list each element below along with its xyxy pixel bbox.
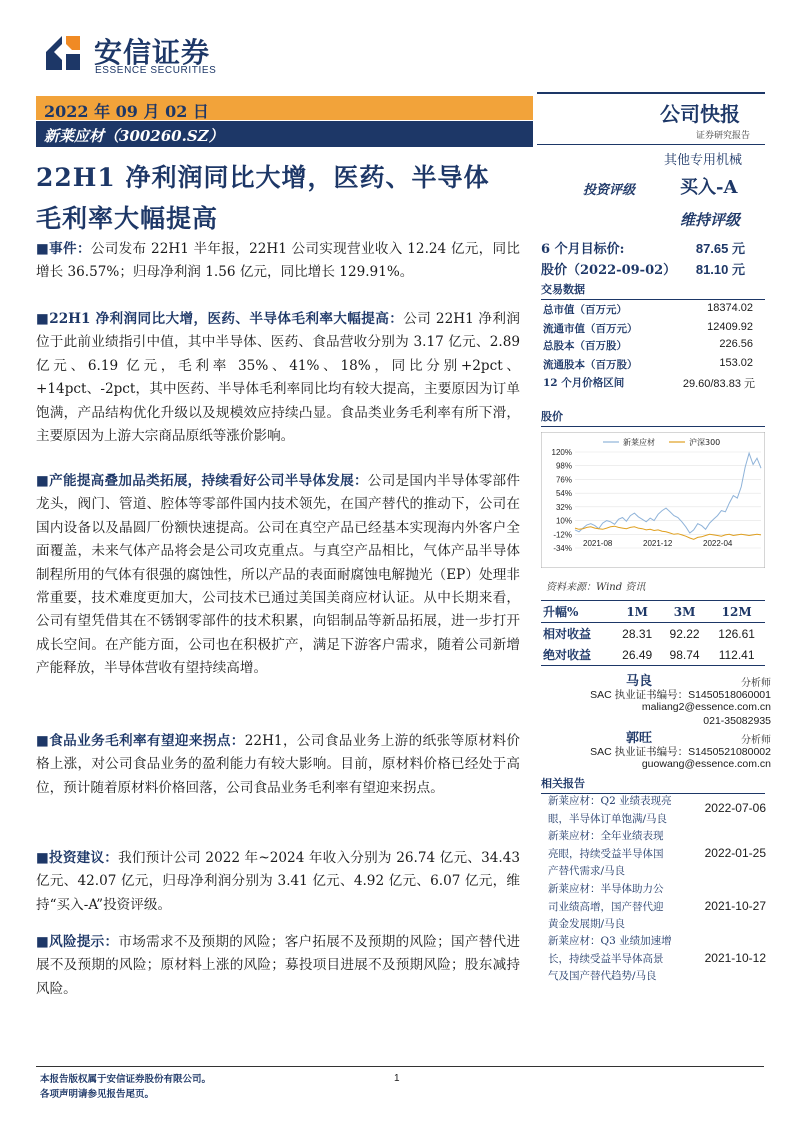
- brand-name-en: ESSENCE SECURITIES: [95, 65, 217, 76]
- trading-value: 226.56: [719, 338, 753, 350]
- related-report-title[interactable]: 新莱应材：全年业绩表现 亮眼，持续受益半导体国 产替代需求/马良: [548, 830, 664, 877]
- performance-value: 92.22: [669, 626, 700, 641]
- trading-label: 12 个月价格区间: [543, 377, 625, 389]
- chart-y-tick: 10%: [555, 516, 572, 526]
- footer-rule: [36, 1066, 764, 1067]
- report-date: 2022 年 09 月 02 日: [44, 102, 209, 121]
- footer-disclaimer: 各项声明请参见报告尾页。: [40, 1089, 155, 1100]
- trading-heading: 交易数据: [541, 281, 765, 300]
- chart-legend-label: 沪深300: [689, 438, 721, 447]
- performance-table: [541, 600, 765, 666]
- chart-y-tick: 76%: [555, 475, 572, 485]
- chart-x-tick: 2022-04: [703, 539, 733, 548]
- paragraph-investment: ■投资建议：我们预计公司 2022 年~2024 年收入分别为 26.74 亿元、34.43 亿元、42.07 亿元，归母净利润分别为 3.41 亿元、4.92 亿元、6.07 亿元，维持“买入-A”投资评级。: [36, 850, 520, 913]
- chart-y-tick: -34%: [553, 544, 572, 553]
- page-title-line-1: 22H1 净利润同比大增，医药、半导体: [36, 163, 490, 192]
- chart-y-tick: 54%: [555, 489, 572, 499]
- related-report[interactable]: [548, 828, 766, 882]
- trading-value: 29.60/83.83 元: [682, 378, 755, 390]
- related-report[interactable]: [548, 881, 766, 935]
- chart-legend-label: 新莱应材: [623, 438, 655, 447]
- paragraph-event: ■事件：公司发布 22H1 半年报，22H1 公司实现营业收入 12.24 亿元，同比增长 36.57%；归母净利润 1.56 亿元，同比增长 129.91%。: [36, 241, 521, 281]
- analyst-email[interactable]: guowang@essence.com.cn: [641, 758, 771, 770]
- stock-name: 新莱应材（300260.SZ）: [44, 127, 224, 145]
- related-report-date: 2021-10-27: [704, 899, 766, 913]
- essence-logo-icon: [44, 34, 82, 72]
- analyst-license: SAC 执业证书编号：S1450521080002: [590, 746, 771, 758]
- performance-header: 1M: [626, 604, 648, 619]
- table-row: [541, 623, 765, 645]
- analyst-card: [541, 727, 771, 775]
- stock-price-row: [541, 259, 763, 279]
- trading-label: 总股本（百万股）: [543, 340, 627, 352]
- trading-row: [541, 357, 763, 376]
- table-row: [541, 644, 765, 666]
- performance-value: 112.41: [718, 647, 755, 662]
- industry: 其他专用机械: [664, 153, 743, 168]
- trading-value: 12409.92: [707, 321, 753, 333]
- performance-value: 98.74: [669, 647, 700, 662]
- chart-y-tick: 120%: [551, 448, 572, 457]
- trading-row: [541, 338, 763, 357]
- trading-value: 153.02: [719, 357, 753, 369]
- related-report-date: 2021-10-12: [704, 951, 766, 965]
- paragraph-profit: ■22H1 净利润同比大增，医药、半导体毛利率大幅提高：公司 22H1 净利润位于此前业绩指引中值，其中半导体、医药、食品营收分别为 3.17 亿元、2.89 亿元、6.19 亿元，毛利率 35%、41%、18%，同比分别+2pct、+14pct、-2pct，其中医药、半导体毛利率同比均有较大提高，主要原因为订单饱满，产品结构优化升级以及规模效应持续凸显。食品类业务毛利率有所下滑，主要原因为上游大宗商品原纸等涨价影响。: [36, 311, 520, 445]
- performance-header: 升幅%: [543, 605, 579, 619]
- price-chart: [541, 432, 765, 568]
- related-heading: 相关报告: [541, 775, 765, 794]
- performance-label: 绝对收益: [543, 648, 592, 662]
- analyst-card: [541, 670, 771, 730]
- performance-header: 3M: [673, 604, 696, 619]
- trading-row: [541, 375, 763, 394]
- page-title-line-2: 毛利率大幅提高: [36, 204, 219, 233]
- target-price-value: 87.65 元: [695, 241, 745, 256]
- related-report[interactable]: [548, 793, 766, 829]
- header-rule: [537, 92, 765, 94]
- chart-y-tick: -12%: [553, 530, 572, 540]
- trading-label: 总市值（百万元）: [543, 304, 627, 316]
- analyst-role: 分析师: [741, 735, 771, 746]
- analyst-phone: 021-35082935: [703, 715, 771, 727]
- page-number: 1: [394, 1073, 400, 1084]
- brand-name: 安信证券: [94, 37, 211, 68]
- report-type: 公司快报: [660, 102, 740, 126]
- report-type-rule: [537, 144, 765, 145]
- related-report[interactable]: [548, 933, 766, 987]
- chart-x-tick: 2021-08: [583, 539, 613, 548]
- chart-y-tick: 32%: [555, 502, 572, 512]
- price-chart-heading: 股价: [541, 408, 765, 427]
- performance-label: 相对收益: [543, 627, 592, 641]
- stock-price-value: 81.10 元: [695, 262, 745, 277]
- related-report-date: 2022-01-25: [704, 846, 766, 860]
- report-subtype: 证券研究报告: [696, 131, 751, 141]
- analyst-name: 郭旺: [626, 731, 653, 746]
- performance-value: 26.49: [622, 647, 653, 662]
- rating-note: 维持评级: [680, 211, 741, 229]
- rating-label: 投资评级: [583, 183, 636, 198]
- performance-value: 126.61: [718, 626, 755, 641]
- analyst-email[interactable]: maliang2@essence.com.cn: [641, 701, 771, 713]
- analyst-name: 马良: [626, 674, 653, 689]
- paragraph-semiconductor: ■产能提高叠加品类拓展，持续看好公司半导体发展：公司是国内半导体零部件龙头，阀门、管道、腔体等零部件国内技术领先，在国产替代的推动下，公司在国内设备以及晶圆厂份额快速提高。公司在真空产品已经基本实现海内外客户全面覆盖，未来气体产品将会是公司攻克重点。与真空产品相比，气体产品半导体制程所用的气体有很强的腐蚀性，所以产品的表面耐腐蚀电解抛光（EP）处理非常重要，技术难度更加大，公司技术已通过美国美商应材认证。从中长期来看，公司有望凭借其在不锈钢零部件的技术积累，向铝制品等新品拓展，进一步打开成长空间。在产能方面，公司也在积极扩产，满足下游客户需求，随着公司新增产能释放，半导体营收有望持续高增。: [36, 473, 521, 677]
- performance-header-row: [541, 601, 765, 623]
- trading-row: [541, 302, 763, 321]
- related-report-title[interactable]: 新莱应材：半导体助力公 司业绩高增，国产替代迎 黄金发展期/马良: [548, 883, 664, 930]
- rating-value: 买入-A: [680, 177, 738, 198]
- target-price-row: [541, 238, 763, 258]
- chart-y-tick: 98%: [555, 461, 572, 471]
- performance-header: 12M: [721, 604, 752, 619]
- stock-price-label: 股价（2022-09-02）: [541, 263, 677, 278]
- related-report-date: 2022-07-06: [704, 801, 766, 815]
- footer-copyright: 本报告版权属于安信证券股份有限公司。: [40, 1074, 212, 1085]
- paragraph-food: ■食品业务毛利率有望迎来拐点：22H1，公司食品业务上游的纸张等原材料价格上涨，对公司食品业务的盈利能力有较大影响。目前，原材料价格已经处于高位，预计随着原材料价格回落，公司食品业务毛利率有望迎来拐点。: [36, 733, 521, 796]
- trading-value: 18374.02: [707, 302, 753, 314]
- chart-x-tick: 2021-12: [643, 539, 673, 548]
- analyst-role: 分析师: [741, 678, 771, 689]
- trading-label: 流通股本（百万股）: [543, 359, 638, 371]
- related-report-title[interactable]: 新莱应材：Q2 业绩表现亮 眼，半导体订单饱满/马良: [548, 795, 672, 825]
- performance-value: 28.31: [622, 626, 653, 641]
- paragraph-risk: ■风险提示：市场需求不及预期的风险；客户拓展不及预期的风险；国产替代进展不及预期的风险；原材料上涨的风险；募投项目进展不及预期风险；股东减持风险。: [36, 934, 521, 997]
- chart-source: 资料来源：Wind 资讯: [546, 582, 646, 593]
- trading-label: 流通市值（百万元）: [543, 323, 638, 335]
- related-report-title[interactable]: 新莱应材：Q3 业绩加速增 长，持续受益半导体高景 气及国产替代趋势/马良: [548, 935, 672, 982]
- analyst-license: SAC 执业证书编号：S1450518060001: [590, 689, 771, 701]
- target-price-label: 6 个月目标价:: [541, 242, 625, 257]
